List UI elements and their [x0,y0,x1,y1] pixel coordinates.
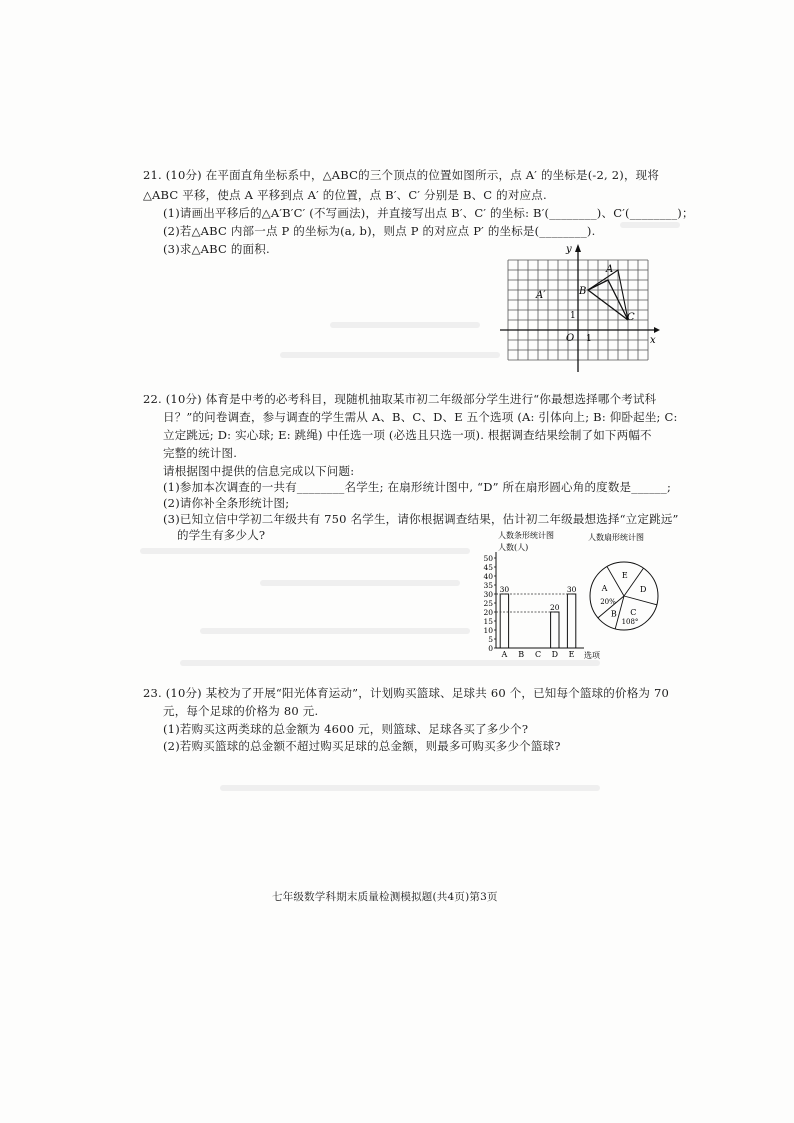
bar-chart-y-tick-label: 20 [483,608,493,617]
bar-chart-x-tick-label: B [518,650,525,659]
bar-A [500,594,508,648]
bleed-through-mark [620,222,680,228]
bar-E [567,594,575,648]
bar-chart-y-tick-label: 10 [483,626,493,635]
bar-chart-x-tick-label: C [534,650,542,659]
x-axis-arrow [654,327,660,333]
bar-chart-y-tick-label: 25 [483,599,493,608]
pie-label-B: B [610,609,617,619]
unit-y-label: 1 [570,311,576,321]
bleed-through-mark [140,548,470,554]
q21-line: (2)若△ABC 内部一点 P 的坐标为(a, b)，则点 P 的对应点 P′ 的坐标是(________). [163,224,596,238]
bar-data-label-A: 30 [499,585,510,594]
q23-line: 23. (10分) 某校为了开展“阳光体育运动”，计划购买篮球、足球共 60 个，已知每个篮球的价格为 70 [143,686,669,700]
bar-D [551,612,559,648]
q22-line: (2)请你补全条形统计图; [163,496,290,510]
bar-chart-y-tick-label: 30 [483,590,493,599]
bar-chart-x-tick-label: D [551,650,559,659]
q21-line: △ABC 平移，使点 A 平移到点 A′ 的位置，点 B′、C′ 分别是 B、C 的对应点. [143,188,547,202]
bar-chart-y-tick-label: 45 [483,563,493,572]
bleed-through-mark [330,322,480,328]
pie-label-A: A [601,584,608,594]
y-axis-arrow [575,244,581,252]
bar-chart-y-tick-label: 40 [483,572,493,581]
bar-chart-y-tick-label: 35 [483,581,493,590]
point-b-label: B [579,286,587,297]
point-a-prime-label: A′ [536,290,546,301]
pie-label-D: D [639,585,647,595]
bar-chart-x-tick-label: A [501,650,508,659]
bar-chart-ylabel: 人数(人) [498,543,529,552]
bar-chart-y-tick-label: 15 [483,617,493,626]
q21-line: (1)请画出平移后的△A′B′C′ (不写画法)，并直接写出点 B′、C′ 的坐标: B′(________)、C′(________)； [163,206,694,220]
coordinate-grid-figure [500,240,660,375]
bar-chart-title: 人数条形统计图 [498,531,554,540]
point-c-label: C [627,312,635,323]
q22-line: 的学生有多少人? [177,528,266,542]
x-axis-label: x [650,335,656,346]
y-axis-label: y [566,244,572,255]
q22-line: (3)已知立信中学初二年级共有 750 名学生，请你根据调查结果，估计初二年级最想选择“立定跳远” [163,512,679,526]
q22-line: 请根据图中提供的信息完成以下问题: [163,464,355,478]
bar-data-label-D: 20 [550,603,560,612]
q23-line: (1)若购买这两类球的总金额为 4600 元，则篮球、足球各买了多少个? [163,722,529,736]
q22-line: (1)参加本次调查的一共有________名学生; 在扇形统计图中, “D” 所在扇形圆心角的度数是______; [163,480,672,494]
bar-data-label-E: 30 [566,585,577,594]
q23-line: (2)若购买篮球的总金额不超过购买足球的总金额，则最多可购买多少个篮球? [163,739,561,753]
pie-label-C: C [630,608,637,618]
q22-line: 日？”的问卷调查，参与调查的学生需从 A、B、C、D、E 五个选项 (A: 引体向上; B: 仰卧起坐; C: [163,410,678,424]
q22-line: 22. (10分) 体育是中考的必考科目，现随机抽取某市初二年级部分学生进行“你最想选择哪个考试科 [143,392,657,406]
q23-line: 元，每个足球的价格为 80 元. [163,704,319,718]
pie-annotation-A: 20% [600,598,616,606]
q21-line: (3)求△ABC 的面积. [163,242,270,256]
bar-chart-y-tick-label: 50 [483,554,493,563]
bar-chart-xlabel: 选项 [584,651,600,660]
q21-line: 21. (10分) 在平面直角坐标系中，△ABC的三个顶点的位置如图所示，点 A′ 的坐标是(-2, 2)，现将 [143,168,660,182]
page-footer: 七年级数学科期末质量检测模拟题(共4页)第3页 [272,891,498,903]
bar-chart-x-tick-label: E [568,650,575,659]
bar-chart-y-tick-label: 5 [488,635,493,644]
bleed-through-mark [220,785,600,791]
bleed-through-mark [280,352,500,358]
bar-chart [476,528,600,666]
pie-chart-title: 人数扇形统计图 [588,533,644,542]
q22-line: 立定跳远; D: 实心球; E: 跳绳) 中任选一项 (必选且只选一项). 根据调查结果绘制了如下两幅不 [163,428,652,442]
pie-annotation-C: 108° [621,618,639,626]
q22-line: 完整的统计图. [163,446,238,460]
bar-chart-y-tick-label: 0 [488,644,493,653]
pie-chart [582,528,672,644]
pie-slice-border [624,596,657,605]
bleed-through-mark [260,580,460,586]
unit-x-label: 1 [586,334,592,344]
bleed-through-mark [200,628,470,634]
origin-label: O [566,333,575,344]
point-a-label: A [606,264,614,275]
pie-label-E: E [621,570,628,580]
